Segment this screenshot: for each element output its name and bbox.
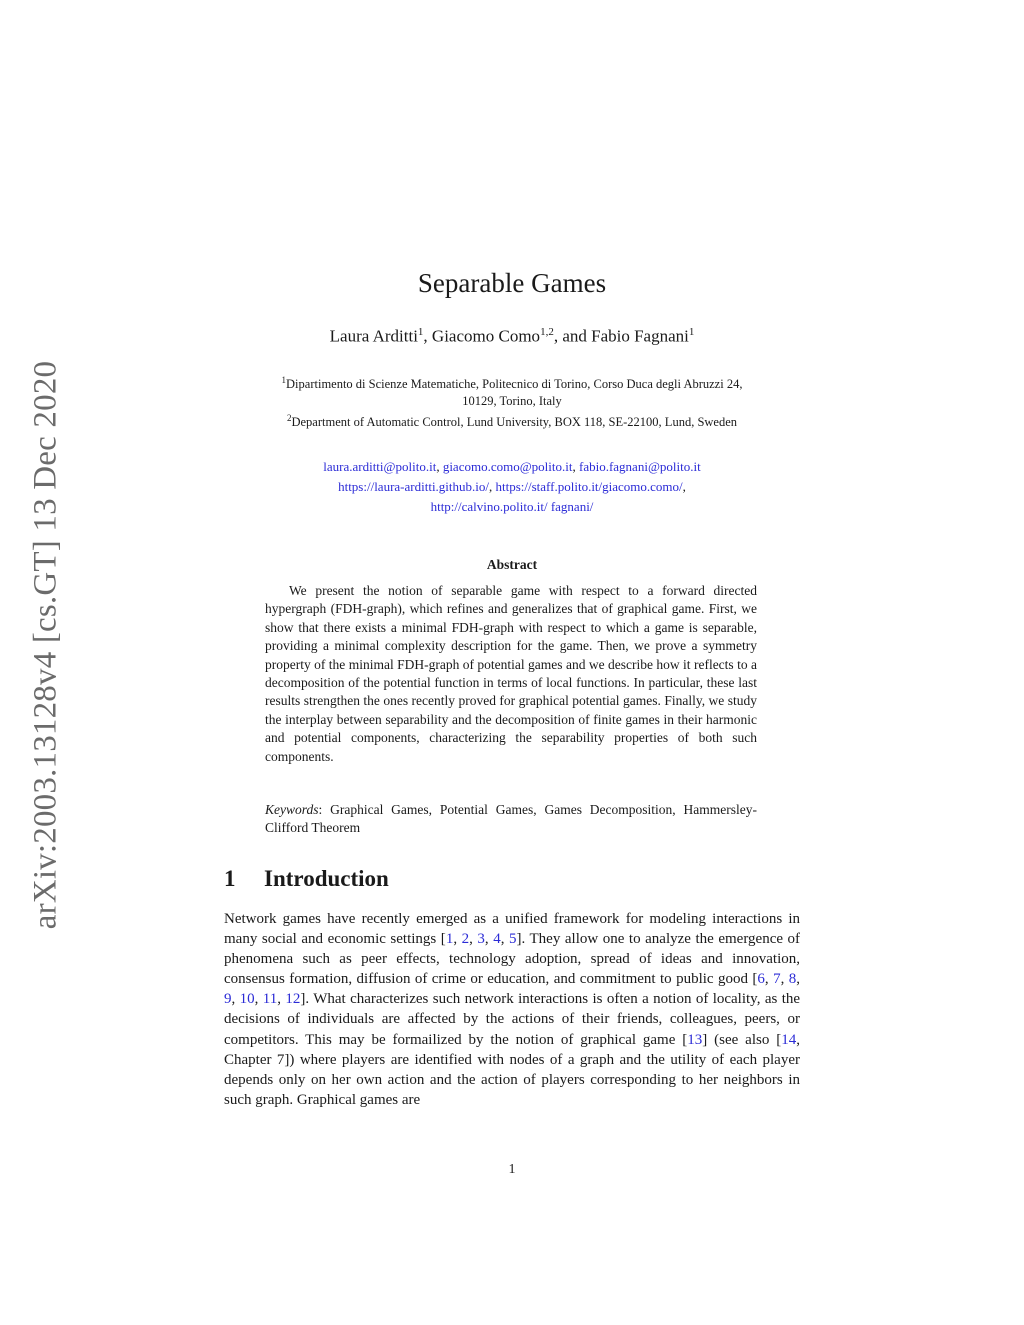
- citation-link[interactable]: 4: [493, 931, 501, 948]
- author-affil-mark: 1: [688, 326, 695, 338]
- affiliation-text: Dipartimento di Scienze Matematiche, Politecnico di Torino, Corso Duca degli Abruzzi 24,: [286, 377, 743, 392]
- citation-link[interactable]: 14: [781, 1031, 797, 1048]
- body-text: Network games have recently emerged as a unified framework for modeling interactions in many social and economic settings [: [224, 911, 800, 948]
- author-name: Giacomo Como: [431, 326, 541, 346]
- abstract-heading: Abstract: [486, 557, 538, 572]
- page-number: 1: [508, 1162, 516, 1177]
- author-list: [224, 326, 800, 347]
- citation-link[interactable]: 6: [757, 971, 765, 988]
- affiliation-2: [214, 410, 810, 431]
- url-line: https://laura-arditti.github.io/, https://staff.polito.it/giacomo.como/,: [338, 479, 686, 494]
- citation-link[interactable]: 9: [224, 991, 232, 1008]
- affil-mark: 1: [281, 375, 287, 385]
- email-link[interactable]: fabio.fagnani@polito.it: [579, 459, 701, 474]
- citation-link[interactable]: 13: [687, 1031, 703, 1048]
- author-separator: ,: [423, 326, 432, 346]
- citation-link[interactable]: 1: [445, 931, 454, 948]
- citation-link[interactable]: 7: [773, 971, 781, 988]
- section-heading: [224, 866, 389, 892]
- body-text: ] (see also [: [702, 1031, 782, 1048]
- author-name: Laura Arditti: [329, 326, 418, 346]
- keywords-text: : Graphical Games, Potential Games, Games Decomposition, Hammersley-Clifford Theorem: [265, 802, 757, 836]
- keywords: [265, 801, 757, 838]
- affiliation-1: [214, 372, 810, 393]
- body-text: ]. They allow one to analyze the emergence of phenomena such as peer effects, technology adoption, spread of ideas and innovation, consensus formation, diffusion of crime or education, and commitment to public good [: [224, 931, 801, 988]
- intro-paragraph: Network games have recently emerged as a unified framework for modeling interactions in many social and economic settings [1, 2, 3, 4, 5]. They allow one to analyze the emergence of phenomena such as peer effects, technology adoption, spread of ideas and innovation, consensus formation, diffusion of crime or education, and commitment to public good [6, 7, 8, 9, 10, 11, 12]. What characterizes such network interactions is often a notion of locality, as the decisions of individuals are affected by the actions of their friends, colleagues, peers, or competitors. This may be formailized by the notion of graphical game [13] (see also [14, Chapter 7]) where players are identified with nodes of a graph and the utility of each player depends only on her own action and the action of players corresponding to her neighbors in such graph. Graphical games are: [224, 911, 801, 1108]
- citation-link[interactable]: 11: [262, 991, 278, 1008]
- body-text: , Chapter 7]) where players are identified with nodes of a graph and the utility of each player depends only on her own action and the action of players corresponding to her neighbors in such graph. Graphical games are: [224, 1031, 800, 1108]
- author-affil-mark: 1,2: [540, 326, 554, 338]
- arxiv-identifier: arXiv:2003.13128v4 [cs.GT] 13 Dec 2020: [27, 360, 64, 930]
- author-name: Fabio Fagnani: [591, 326, 689, 346]
- body-text: ]. What characterizes such network interactions is often a notion of locality, as the decisions of individuals are affected by the actions of their friends, colleagues, peers, or competitors. This may be formailized by the notion of graphical game [: [224, 991, 801, 1048]
- email-link[interactable]: laura.arditti@polito.it: [323, 459, 437, 474]
- keywords-label: Keywords: [265, 802, 319, 817]
- homepage-link[interactable]: https://staff.polito.it/giacomo.como/: [495, 479, 683, 494]
- contact-links: [224, 457, 800, 517]
- paper-title: Separable Games: [417, 268, 607, 298]
- homepage-link[interactable]: https://laura-arditti.github.io/: [338, 479, 489, 494]
- homepage-link[interactable]: http://calvino.polito.it/ fagnani/: [430, 499, 594, 514]
- author-separator: , and: [553, 326, 592, 346]
- email-line: laura.arditti@polito.it, giacomo.como@polito.it, fabio.fagnani@polito.it: [323, 459, 701, 474]
- citation-link[interactable]: 12: [285, 991, 301, 1008]
- url-line: [224, 497, 800, 517]
- author-affil-mark: 1: [417, 326, 424, 338]
- citation-link[interactable]: 3: [477, 931, 485, 948]
- affiliation-1-cont: 10129, Torino, Italy: [462, 394, 562, 409]
- abstract-body: We present the notion of separable game with respect to a forward directed hypergraph (FDH-graph), which refines and generalizes that of graphical game. First, we show that there exists a minimal FDH-graph with respect to which a game is separable, providing a minimal complexity description for the game. Then, we prove a symmetry property of the minimal FDH-graph of potential games and we describe how it reflects to a decomposition of the potential function in terms of local functions. In particular, these last results strengthen the ones recently proved for graphical potential games. Finally, we study the interplay between separability and the decomposition of finite games in their harmonic and potential components, characterizing the separability properties of both such components.: [265, 583, 757, 764]
- citation-link[interactable]: 8: [788, 971, 797, 988]
- affiliation-text: Department of Automatic Control, Lund University, BOX 118, SE-22100, Lund, Sweden: [291, 415, 738, 430]
- section-number: 1: [224, 866, 236, 891]
- affiliations: [214, 372, 810, 431]
- affil-mark: 2: [286, 413, 292, 424]
- section-title: Introduction: [264, 866, 389, 891]
- citation-link[interactable]: 5: [509, 931, 517, 948]
- email-link[interactable]: giacomo.como@polito.it: [442, 459, 573, 474]
- citation-link[interactable]: 10: [239, 991, 255, 1008]
- citation-link[interactable]: 2: [461, 931, 470, 948]
